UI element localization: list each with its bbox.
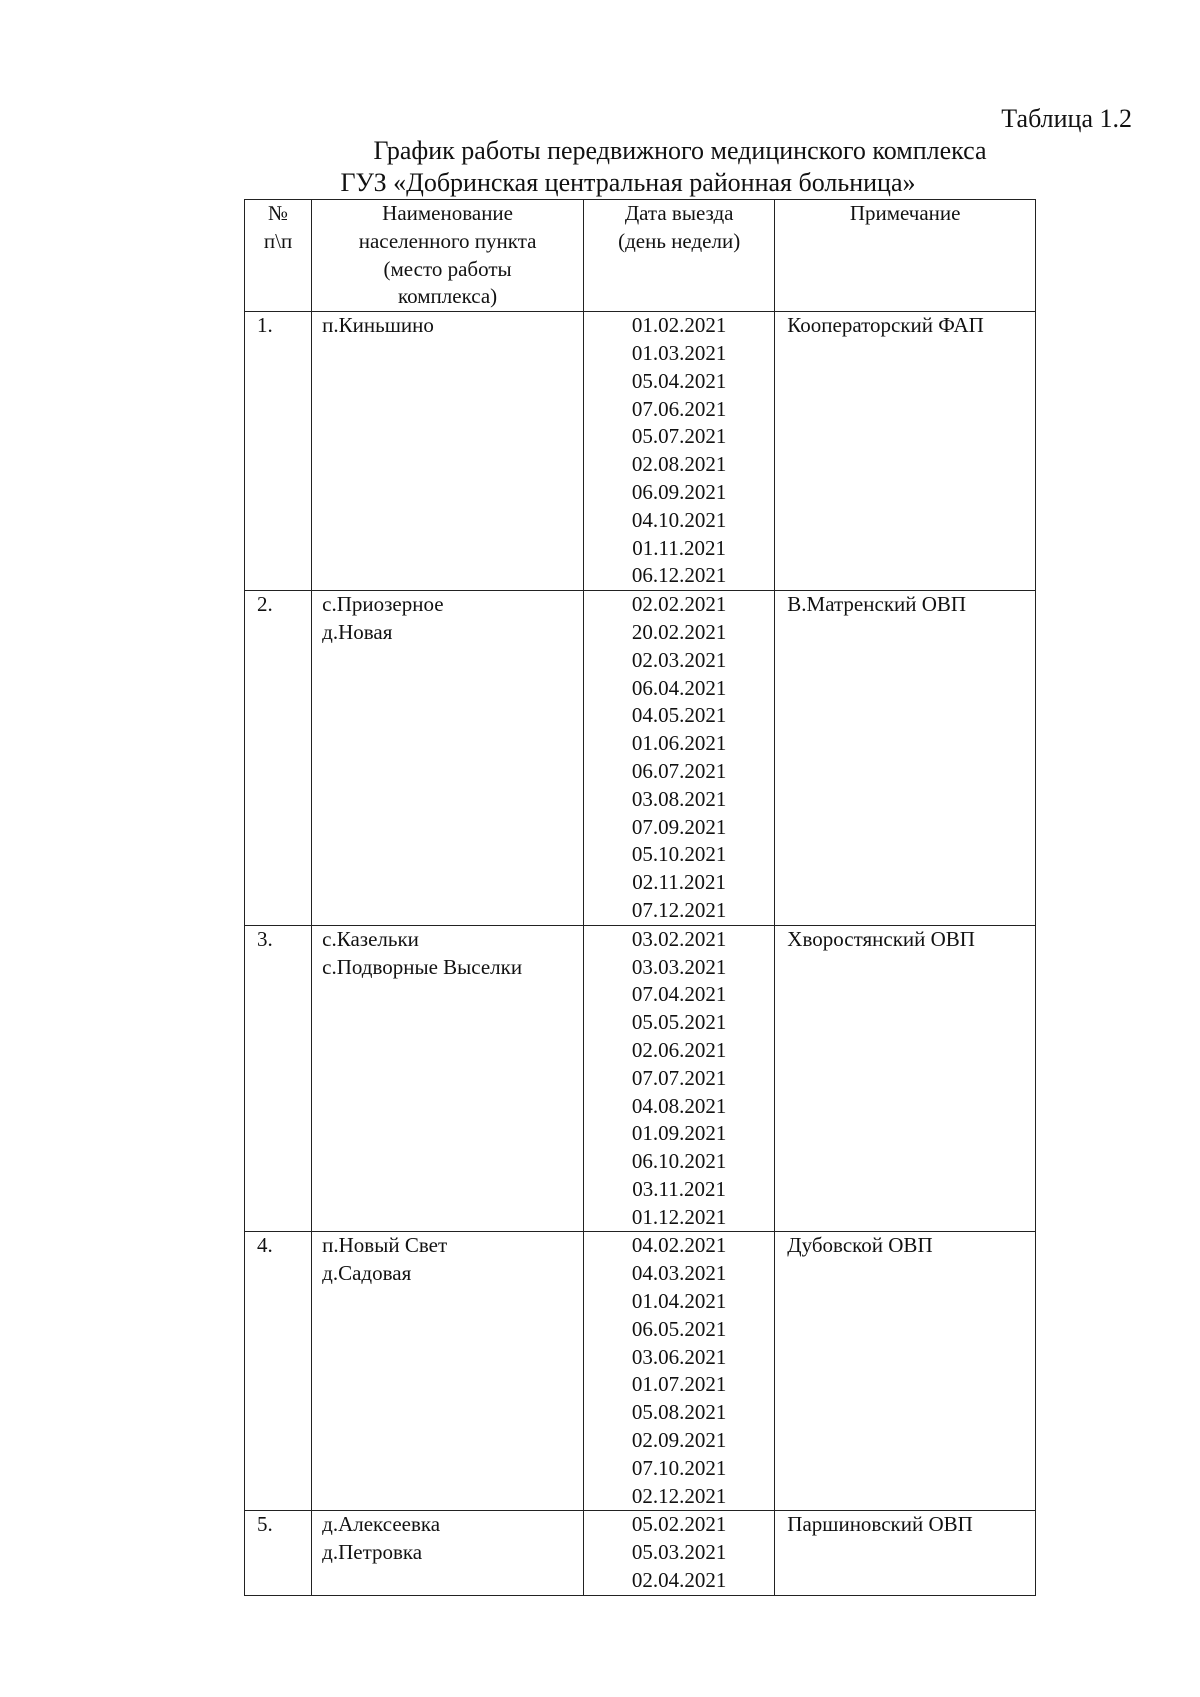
visit-date: 06.05.2021	[631, 1316, 727, 1341]
place-name: д.Новая	[322, 619, 393, 644]
header-note	[775, 200, 1036, 312]
document-subtitle: ГУЗ «Добринская центральная районная больница»	[340, 168, 916, 197]
place-name: с.Казельки	[322, 926, 419, 951]
visit-date: 04.02.2021	[631, 1233, 727, 1258]
row-number-cell	[245, 312, 312, 591]
visit-date: 06.10.2021	[631, 1149, 727, 1174]
visit-date: 04.03.2021	[631, 1261, 727, 1286]
visit-date: 03.06.2021	[631, 1344, 727, 1369]
row-number: 3.	[257, 926, 273, 951]
table-number-label: Таблица 1.2	[1001, 104, 1132, 133]
schedule-table	[244, 199, 1036, 1596]
note-cell	[775, 312, 1036, 591]
table-row	[245, 312, 1036, 591]
place-name: п.Киньшино	[322, 313, 434, 338]
note-cell	[775, 1232, 1036, 1511]
visit-date: 05.05.2021	[631, 1010, 727, 1035]
visit-date: 05.10.2021	[631, 842, 727, 867]
row-number: 4.	[257, 1233, 273, 1258]
row-number-cell	[245, 591, 312, 926]
header-text: Примечание	[849, 201, 961, 225]
visit-date: 02.03.2021	[631, 647, 727, 672]
header-text: Дата выезда	[624, 201, 734, 225]
visit-date: 02.08.2021	[631, 452, 727, 477]
place-name: с.Подворные Выселки	[322, 954, 523, 979]
visit-date: 03.03.2021	[631, 954, 727, 979]
visit-date: 01.12.2021	[631, 1204, 727, 1229]
row-number: 2.	[257, 592, 273, 617]
schedule-table-body	[245, 200, 1036, 1596]
visit-date: 07.06.2021	[631, 396, 727, 421]
visit-date: 02.12.2021	[631, 1483, 727, 1508]
header-num	[245, 200, 312, 312]
table-header-row	[245, 200, 1036, 312]
visit-date: 06.09.2021	[631, 479, 727, 504]
visit-date: 01.02.2021	[631, 313, 727, 338]
visit-date: 04.10.2021	[631, 507, 727, 532]
header-text: №	[268, 201, 289, 225]
visit-date: 05.02.2021	[631, 1512, 727, 1537]
visit-date: 03.02.2021	[631, 926, 727, 951]
visit-date: 01.11.2021	[632, 535, 727, 560]
dates-cell	[584, 591, 775, 926]
place-cell	[312, 312, 584, 591]
place-name: д.Петровка	[322, 1540, 423, 1565]
dates-cell	[584, 1511, 775, 1595]
visit-date: 01.03.2021	[631, 340, 727, 365]
visit-date: 04.05.2021	[631, 703, 727, 728]
dates-cell	[584, 925, 775, 1232]
visit-date: 07.09.2021	[631, 814, 727, 839]
table-row	[245, 1511, 1036, 1595]
note-cell	[775, 1511, 1036, 1595]
note-text: Паршиновский ОВП	[787, 1512, 973, 1537]
place-cell	[312, 925, 584, 1232]
header-text: п\п	[263, 228, 293, 253]
visit-date: 01.04.2021	[631, 1289, 727, 1314]
header-dates	[584, 200, 775, 312]
visit-date: 07.07.2021	[631, 1065, 727, 1090]
note-cell	[775, 591, 1036, 926]
place-cell	[312, 1511, 584, 1595]
place-name: с.Приозерное	[322, 592, 444, 617]
visit-date: 05.03.2021	[631, 1540, 727, 1565]
visit-date: 05.07.2021	[631, 424, 727, 449]
visit-date: 04.08.2021	[631, 1093, 727, 1118]
header-text: населенного пункта	[358, 228, 537, 253]
note-cell	[775, 925, 1036, 1232]
place-name: д.Алексеевка	[322, 1512, 441, 1537]
visit-date: 01.09.2021	[631, 1121, 727, 1146]
place-name: д.Садовая	[322, 1261, 412, 1286]
visit-date: 02.11.2021	[632, 870, 727, 895]
dates-cell	[584, 1232, 775, 1511]
visit-date: 02.04.2021	[631, 1568, 727, 1593]
table-row	[245, 591, 1036, 926]
visit-date: 03.08.2021	[631, 786, 727, 811]
header-text: Наименование	[382, 201, 513, 225]
visit-date: 05.08.2021	[631, 1400, 727, 1425]
header-text: (место работы	[383, 256, 512, 281]
visit-date: 02.09.2021	[631, 1428, 727, 1453]
row-number: 1.	[257, 313, 273, 338]
place-name: п.Новый Свет	[322, 1233, 448, 1258]
visit-date: 20.02.2021	[631, 619, 727, 644]
visit-date: 03.11.2021	[632, 1176, 727, 1201]
table-row	[245, 925, 1036, 1232]
note-text: Дубовской ОВП	[787, 1233, 933, 1258]
visit-date: 07.12.2021	[631, 897, 727, 922]
row-number-cell	[245, 1511, 312, 1595]
visit-date: 06.12.2021	[631, 563, 727, 588]
place-cell	[312, 1232, 584, 1511]
visit-date: 06.04.2021	[631, 675, 727, 700]
visit-date: 02.06.2021	[631, 1037, 727, 1062]
note-text: Хворостянский ОВП	[787, 926, 975, 951]
visit-date: 05.04.2021	[631, 368, 727, 393]
header-place	[312, 200, 584, 312]
dates-cell	[584, 312, 775, 591]
visit-date: 02.02.2021	[631, 592, 727, 617]
row-number-cell	[245, 1232, 312, 1511]
row-number-cell	[245, 925, 312, 1232]
table-row	[245, 1232, 1036, 1511]
visit-date: 07.04.2021	[631, 982, 727, 1007]
note-text: В.Матренский ОВП	[787, 592, 967, 617]
document-title: График работы передвижного медицинского комплекса	[373, 136, 987, 165]
visit-date: 06.07.2021	[631, 758, 727, 783]
header-text: комплекса)	[398, 284, 498, 309]
visit-date: 07.10.2021	[631, 1455, 727, 1480]
place-cell	[312, 591, 584, 926]
visit-date: 01.07.2021	[631, 1372, 727, 1397]
row-number: 5.	[257, 1512, 273, 1537]
note-text: Кооператорский ФАП	[787, 313, 984, 338]
header-text: (день недели)	[618, 228, 741, 253]
visit-date: 01.06.2021	[631, 731, 727, 756]
